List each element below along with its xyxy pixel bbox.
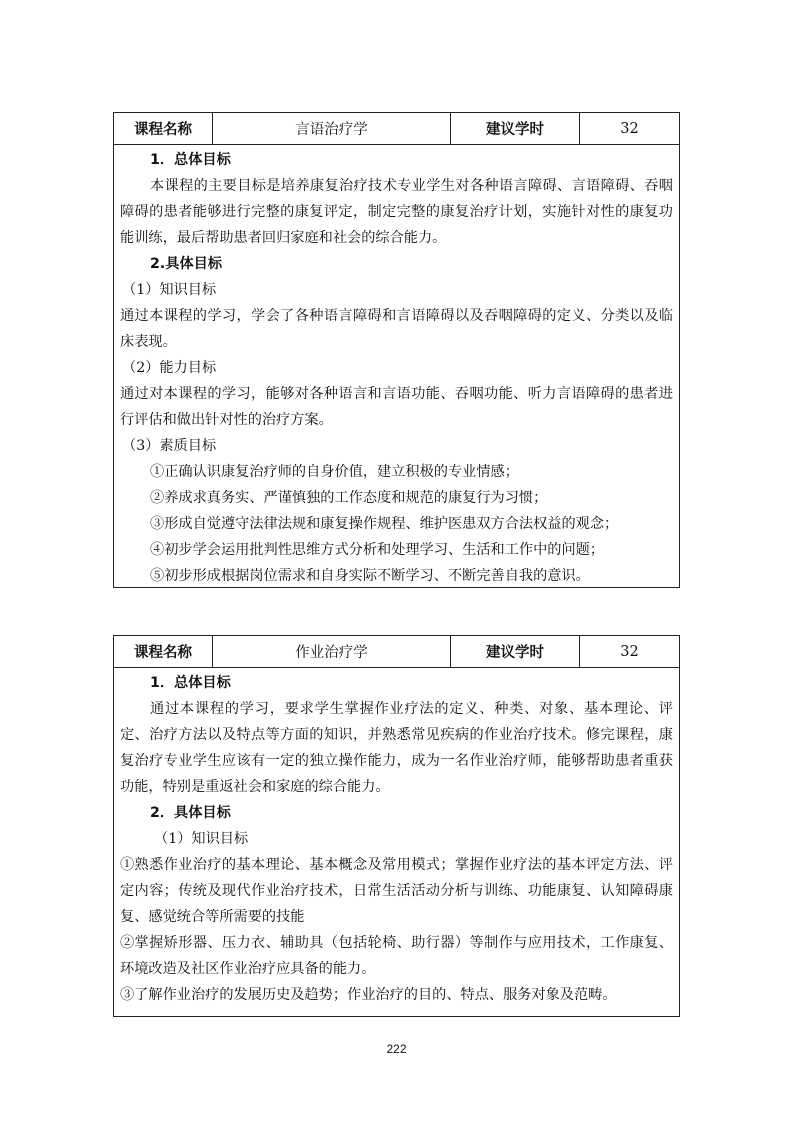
course-table-occupational-therapy [113, 635, 680, 1017]
hours-label: 建议学时 [451, 113, 580, 144]
knowledge-goal-heading: （1）知识目标 [122, 282, 217, 298]
course-body [114, 145, 679, 589]
hours-label: 建议学时 [451, 636, 580, 667]
course-name-label: 课程名称 [114, 113, 213, 144]
ability-goal-heading: （2）能力目标 [122, 360, 217, 376]
quality-goal-heading: （3）素质目标 [122, 438, 217, 454]
overall-goal-heading: 1．总体目标 [150, 675, 231, 691]
quality-goal-item: ③形成自觉遵守法律法规和康复操作规程、维护医患双方合法权益的观念； [150, 516, 619, 532]
course-header-row [114, 636, 679, 668]
course-body [114, 668, 679, 1008]
knowledge-goal-item: ②掌握矫形器、压力衣、辅助具（包括轮椅、助行器）等制作与应用技术，工作康复、环境改造及社区作业治疗应具备的能力。 [120, 935, 673, 977]
ability-goal-text: 通过对本课程的学习，能够对各种语言和言语功能、吞咽功能、听力言语障碍的患者进行评估和做出针对性的治疗方案。 [120, 386, 673, 428]
specific-goal-heading: 2．具体目标 [150, 805, 231, 821]
quality-goal-item: ⑤初步形成根据岗位需求和自身实际不断学习、不断完善自我的意识。 [150, 568, 590, 584]
overall-goal-text: 本课程的主要目标是培养康复治疗技术专业学生对各种语言障碍、言语障碍、吞咽障碍的患者能够进行完整的康复评定，制定完整的康复治疗计划，实施针对性的康复功能训练，最后帮助患者回归家庭和社会的综合能力。 [120, 178, 673, 246]
quality-goal-item: ④初步学会运用批判性思维方式分析和处理学习、生活和工作中的问题； [150, 542, 605, 558]
overall-goal-text: 通过本课程的学习，要求学生掌握作业疗法的定义、种类、对象、基本理论、评定、治疗方法以及特点等方面的知识，并熟悉常见疾病的作业治疗技术。修完课程，康复治疗专业学生应该有一定的独立操作能力，成为一名作业治疗师，能够帮助患者重获功能，特别是重返社会和家庭的综合能力。 [120, 701, 673, 795]
knowledge-goal-item: ③了解作业治疗的发展历史及趋势；作业治疗的目的、特点、服务对象及范畴。 [120, 987, 617, 1003]
overall-goal-heading: 1．总体目标 [150, 152, 231, 168]
course-name: 作业治疗学 [213, 636, 451, 667]
quality-goal-item: ①正确认识康复治疗师的自身价值，建立积极的专业情感； [150, 464, 519, 480]
course-name-label: 课程名称 [114, 636, 213, 667]
specific-goal-heading: 2.具体目标 [150, 256, 223, 272]
hours-value: 32 [620, 120, 639, 137]
course-header-row [114, 113, 679, 145]
quality-goal-item: ②养成求真务实、严谨慎独的工作态度和规范的康复行为习惯； [150, 490, 548, 506]
knowledge-goal-item: ①熟悉作业治疗的基本理论、基本概念及常用模式；掌握作业疗法的基本评定方法、评定内容；传统及现代作业治疗技术，日常生活活动分析与训练、功能康复、认知障碍康复、感觉统合等所需要的技能 [120, 857, 673, 925]
hours-value: 32 [620, 643, 639, 660]
course-table-speech-therapy [113, 112, 680, 588]
knowledge-goal-text: 通过本课程的学习，学会了各种语言障碍和言语障碍以及吞咽障碍的定义、分类以及临床表现。 [120, 308, 673, 350]
knowledge-goal-heading: （1）知识目标 [154, 831, 249, 847]
course-name: 言语治疗学 [213, 113, 451, 144]
page-number: 222 [386, 1042, 407, 1056]
